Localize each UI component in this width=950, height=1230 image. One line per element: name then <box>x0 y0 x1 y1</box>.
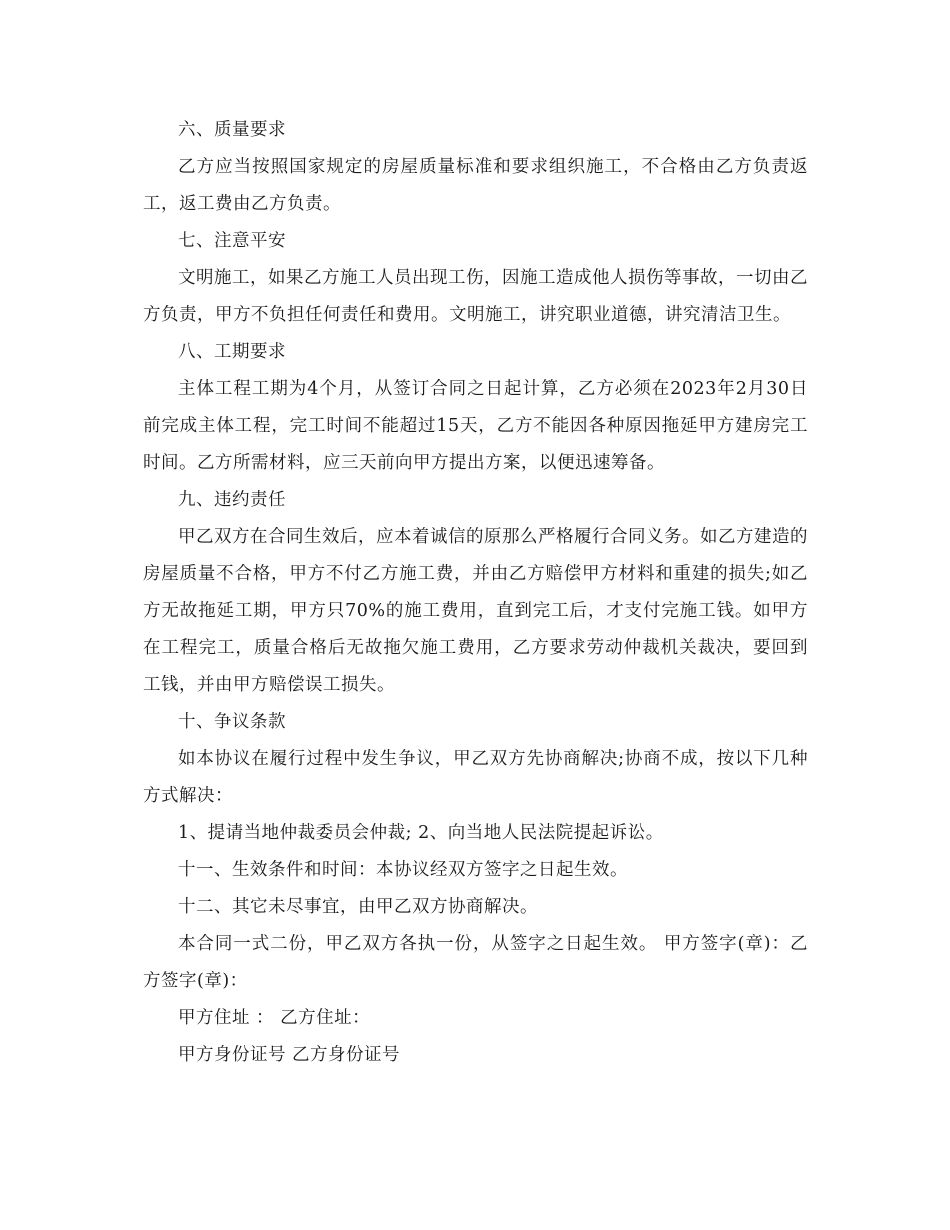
paragraph-copies-signatures: 本合同一式二份，甲乙双方各执一份，从签字之日起生效。 甲方签字(章)：乙方签字(章)： <box>143 934 808 991</box>
section-effective-conditions: 十一、生效条件和时间：本协议经双方签字之日起生效。 <box>178 860 628 880</box>
paragraph-safety: 文明施工，如果乙方施工人员出现工伤，因施工造成他人损伤等事故，一切由乙方负责，甲方不负担任何责任和费用。文明施工，讲究职业道德，讲究清洁卫生。 <box>143 268 808 325</box>
id-number-line: 甲方身份证号 乙方身份证号 <box>178 1045 401 1065</box>
paragraph-quality: 乙方应当按照国家规定的房屋质量标准和要求组织施工，不合格由乙方负责返工，返工费由乙方负责。 <box>143 157 808 214</box>
paragraph-liability: 甲乙双方在合同生效后，应本着诚信的原那么严格履行合同义务。如乙方建造的房屋质量不合格，甲方不付乙方施工费，并由乙方赔偿甲方材料和重建的损失;如乙方无故拖延工期，甲方只70%的施工费用，直到完工后，才支付完施工钱。如甲方在工程完工，质量合格后无故拖欠施工费用，乙方要求劳动仲裁机关裁决，要回到工钱，并由甲方赔偿误工损失。 <box>143 527 808 695</box>
section-heading-schedule: 八、工期要求 <box>178 342 286 362</box>
section-other-matters: 十二、其它未尽事宜，由甲乙双方协商解决。 <box>178 897 538 917</box>
address-line: 甲方住址 ： 乙方住址： <box>178 1008 371 1028</box>
section-heading-liability: 九、违约责任 <box>178 490 286 510</box>
document-body <box>143 112 808 1074</box>
paragraph-dispute: 如本协议在履行过程中发生争议，甲乙双方先协商解决;协商不成，按以下几种方式解决： <box>143 749 808 806</box>
paragraph-dispute-methods: 1、提请当地仲裁委员会仲裁; 2、向当地人民法院提起诉讼。 <box>178 823 664 843</box>
section-heading-safety: 七、注意平安 <box>178 231 286 251</box>
section-heading-quality: 六、质量要求 <box>178 120 286 140</box>
paragraph-schedule: 主体工程工期为4个月，从签订合同之日起计算，乙方必须在2023年2月30日前完成主体工程，完工时间不能超过15天，乙方不能因各种原因拖延甲方建房完工时间。乙方所需材料，应三天前向甲方提出方案，以便迅速筹备。 <box>143 379 808 473</box>
section-heading-dispute: 十、争议条款 <box>178 712 286 732</box>
